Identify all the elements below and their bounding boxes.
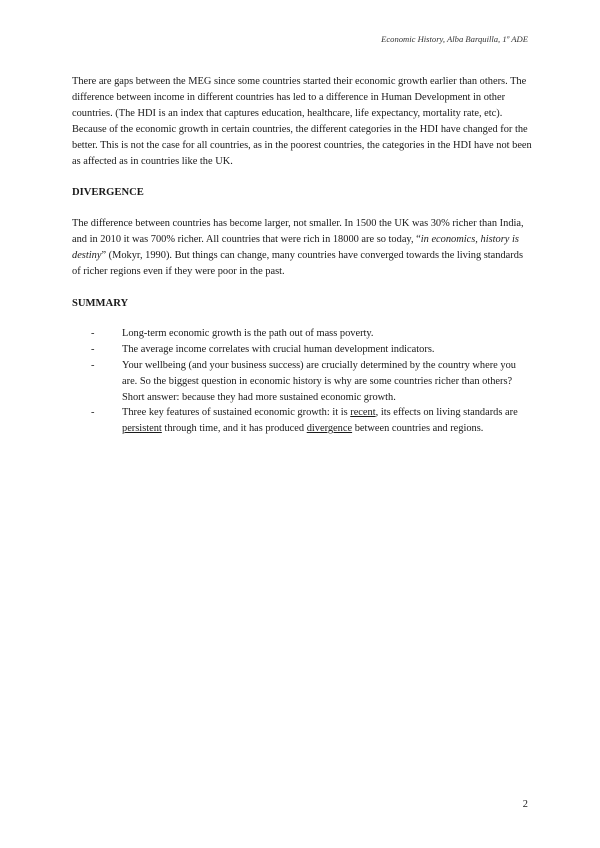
underlined-divergence: divergence [306,423,353,435]
page-number: 2 [522,799,528,810]
bullet-dash: - [91,407,95,419]
list-item [72,326,532,342]
list-item [72,358,532,406]
paragraph-gaps: There are gaps between the MEG since some countries started their economic growth earlier than others. The difference between income in different countries has led to a difference in Human Development in other countries. (The HDI is an index that captures education, healthcare, life expectancy, mortality rate, etc). Because of the economic growth in certain countries, the different categories in the HDI have changed for the better. This is not the case for all countries, as in the poorest countries, the categories in the HDI have not been as affected as in countries like the UK. [72,76,532,167]
list-item-text: Your wellbeing (and your business success) are crucially determined by the country where you are. So the biggest question in economic history is why are some countries richer than others? Short answer: because they had more sustained economic growth. [122,359,516,403]
divergence-heading: DIVERGENCE [72,187,144,199]
last-item-part4: between countries and regions. [352,423,484,435]
list-item [72,405,532,437]
summary-heading: SUMMARY [72,297,129,309]
divergence-text-after: ” (Mokyr, 1990). But things can change, many countries have converged towards the living standards of richer regions even if they were poor in the past. [72,250,523,278]
underlined-recent: recent [350,407,376,419]
bullet-dash: - [91,327,95,339]
running-header: Economic History, Alba Barquilla, 1º ADE [381,34,528,44]
last-item-part3: through time, and it has produced [161,423,307,435]
last-item-part2: , its effects on living standards are [375,407,518,419]
underlined-persistent: persistent [122,423,162,435]
divergence-quote: in economics, history is destiny [72,234,519,262]
document-body [72,74,532,437]
bullet-dash: - [91,343,95,355]
summary-list [72,326,532,437]
list-item [72,342,532,358]
list-item-text: The average income correlates with crucial human development indicators. [122,343,435,355]
list-item-text: Long-term economic growth is the path out of mass poverty. [122,327,374,339]
list-item-text [122,405,532,437]
paragraph-divergence [72,216,532,280]
bullet-dash: - [91,359,95,371]
last-item-part1: Three key features of sustained economic growth: it is [122,407,351,419]
divergence-text-before: The difference between countries has become larger, not smaller. In 1500 the UK was 30% richer than India, and in 2010 it was 700% richer. All countries that were rich in 18000 are so today, “ [72,218,524,246]
